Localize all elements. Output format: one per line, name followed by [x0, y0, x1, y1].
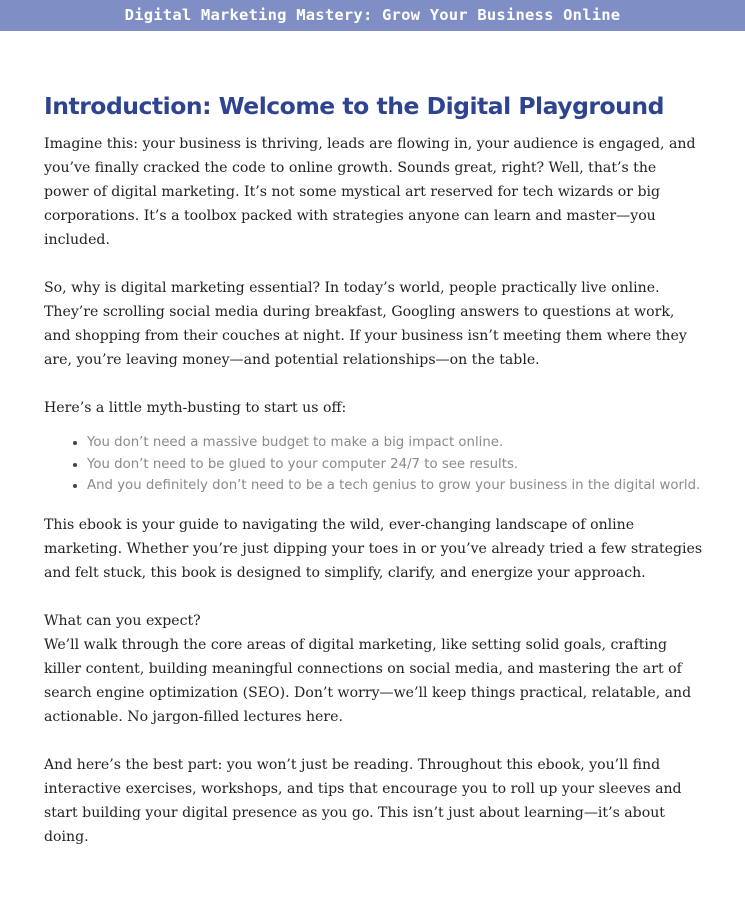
- paragraph-why-essential: So, why is digital marketing essential? In today’s world, people practically live online. They’re scrolling social media during breakfast, Googling answers to questions at work, and shopping from their couches at night. If your business isn’t meeting them where they are, you’re leaving money—and potential relationships—on the table.: [44, 280, 687, 368]
- paragraph-core-areas: We’ll walk through the core areas of digital marketing, like setting solid goals, crafting killer content, building meaningful connections on social media, and mastering the art of search engine optimization (SEO). Don’t worry—we’ll keep things practical, relatable, and actionable. No jargon-filled lectures here.: [44, 636, 692, 725]
- chapter-heading: Introduction: Welcome to the Digital Playground: [44, 92, 664, 120]
- running-header: Digital Marketing Mastery: Grow Your Business Online: [0, 0, 745, 31]
- list-item: • And you definitely don’t need to be a tech genius to grow your business in the digital world.: [87, 475, 704, 497]
- page-content: [44, 88, 704, 873]
- paragraph-best-part: And here’s the best part: you won’t just be reading. Throughout this ebook, you’ll find interactive exercises, workshops, and tips that encourage you to roll up your sleeves and start building your digital presence as you go. This isn’t just about learning—it’s about doing.: [44, 756, 682, 845]
- paragraph-what-expect: What can you expect?: [44, 612, 201, 629]
- paragraph-ebook-guide: This ebook is your guide to navigating the wild, ever-changing landscape of online marketing. Whether you’re just dipping your toes in or you’ve already tried a few strategies and felt stuck, this book is designed to simplify, clarify, and energize your approach.: [44, 516, 703, 581]
- list-item: • You don’t need a massive budget to make a big impact online.: [87, 432, 704, 454]
- paragraph-myth-lead: Here’s a little myth-busting to start us off:: [44, 400, 347, 416]
- list-item: • You don’t need to be glued to your computer 24/7 to see results.: [87, 454, 704, 476]
- myth-list: [44, 432, 704, 497]
- paragraph-intro: Imagine this: your business is thriving, leads are flowing in, your audience is engaged, and you’ve finally cracked the code to online growth. Sounds great, right? Well, that’s the power of digital marketing. It’s not some mystical art reserved for tech wizards or big corporations. It’s a toolbox packed with strategies anyone can learn and master—you included.: [44, 136, 696, 248]
